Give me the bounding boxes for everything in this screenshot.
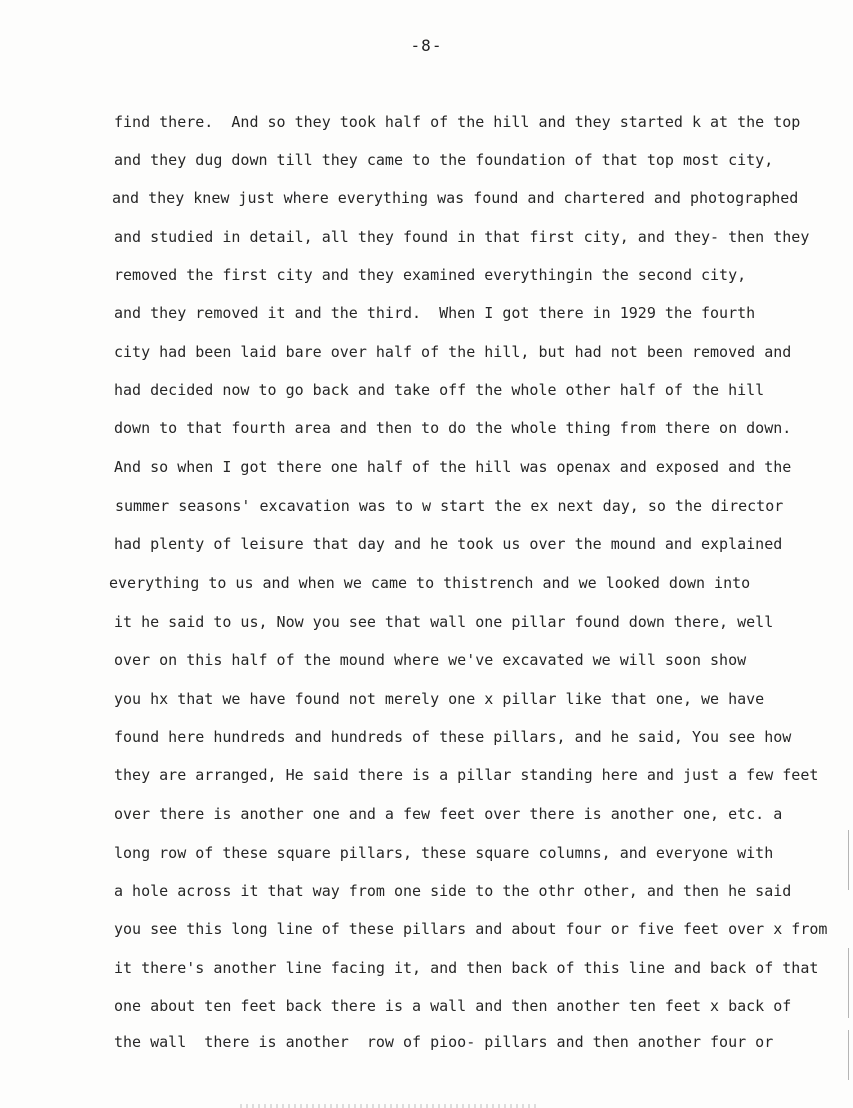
text-line: summer seasons' excavation was to w start the ex next day, so the director [115,497,784,515]
text-line: everything to us and when we came to thistrench and we looked down into [109,574,751,592]
text-line: city had been laid bare over half of the hill, but had not been removed and [114,343,792,361]
text-line: it he said to us, Now you see that wall one pillar found down there, well [114,613,774,631]
text-line: it there's another line facing it, and then back of this line and back of that [114,959,819,977]
scan-edge-mark [848,1030,849,1080]
text-line: long row of these square pillars, these square columns, and everyone with [114,844,774,862]
scan-edge-mark [848,830,849,890]
text-line: and they removed it and the third. When I got there in 1929 the fourth [114,304,756,322]
text-line: you see this long line of these pillars and about four or five feet over x from [114,920,828,938]
text-line: and they dug down till they came to the foundation of that top most city, [114,151,774,169]
scan-edge-mark [848,948,849,1018]
text-line: over on this half of the mound where we've excavated we will soon show [114,651,747,669]
text-line: you hx that we have found not merely one x pillar like that one, we have [114,690,765,708]
text-line: a hole across it that way from one side to the othr other, and then he said [114,882,792,900]
text-line: down to that fourth area and then to do the whole thing from there on down. [114,419,792,437]
text-line: and they knew just where everything was found and chartered and photographed [112,189,799,207]
text-line: removed the first city and they examined everythingin the second city, [114,266,747,284]
text-line: had plenty of leisure that day and he took us over the mound and explained [114,535,783,553]
text-line: and studied in detail, all they found in that first city, and they- then they [114,228,810,246]
page-number: -8- [410,36,443,55]
text-line: they are arranged, He said there is a pillar standing here and just a few feet [114,766,819,784]
scan-bottom-smudge [240,1104,540,1108]
text-line: had decided now to go back and take off the whole other half of the hill [114,381,765,399]
text-line: find there. And so they took half of the hill and they started k at the top [114,113,801,131]
text-line: found here hundreds and hundreds of these pillars, and he said, You see how [114,728,792,746]
text-line: And so when I got there one half of the hill was openax and exposed and the [114,458,792,476]
text-line: one about ten feet back there is a wall and then another ten feet x back of [114,997,792,1015]
text-line: the wall there is another row of pioo- pillars and then another four or [114,1033,774,1051]
text-line: over there is another one and a few feet over there is another one, etc. a [114,805,783,823]
